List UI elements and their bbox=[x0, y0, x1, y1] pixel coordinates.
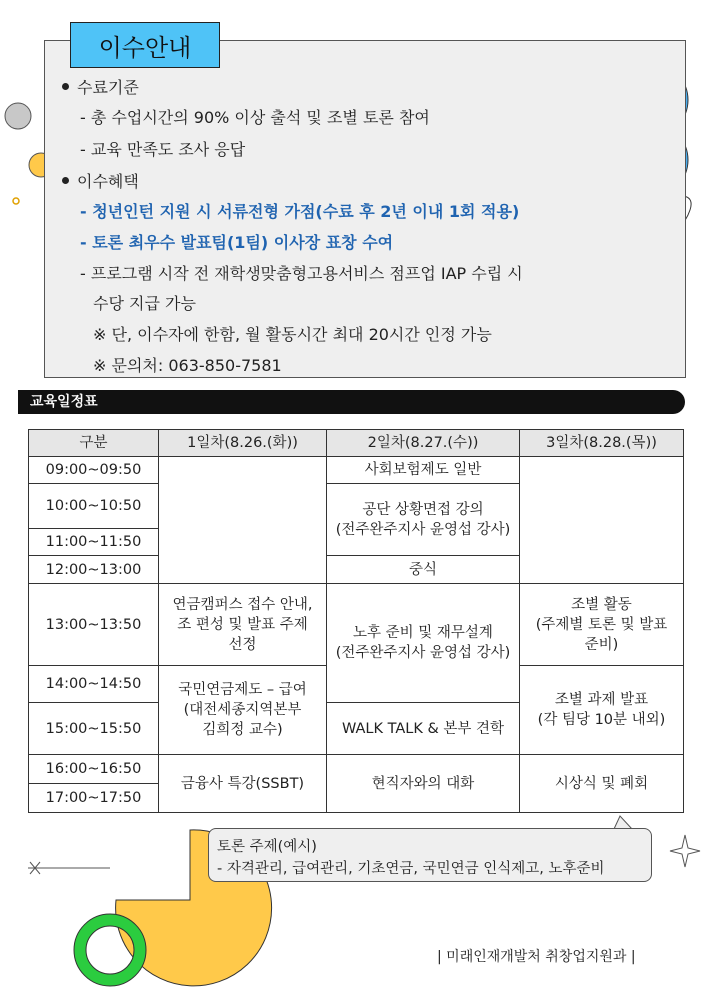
benefit-item-3: - 프로그램 시작 전 재학생맞춤형고용서비스 점프업 IAP 수립 시 bbox=[80, 264, 523, 283]
contact-note: ※ 문의처: 063-850-7581 bbox=[93, 356, 282, 375]
header-cell: 구분 bbox=[29, 430, 159, 457]
schedule-header-bar bbox=[18, 390, 685, 414]
time-cell: 16:00~16:50 bbox=[29, 755, 159, 784]
table-row bbox=[29, 584, 684, 666]
time-cell: 10:00~10:50 bbox=[29, 484, 159, 529]
session-cell: 현직자와의 대화 bbox=[327, 755, 520, 813]
time-cell: 13:00~13:50 bbox=[29, 584, 159, 666]
time-cell: 15:00~15:50 bbox=[29, 703, 159, 755]
time-cell: 17:00~17:50 bbox=[29, 784, 159, 813]
session-cell: 국민연금제도 – 급여 (대전세종지역본부 김희정 교수) bbox=[159, 666, 327, 755]
footer-department: | 미래인재개발처 취창업지원과 | bbox=[437, 949, 636, 965]
lunch-cell: 중식 bbox=[327, 556, 520, 584]
table-row bbox=[29, 457, 684, 484]
header-cell: 1일차(8.26.(화)) bbox=[159, 430, 327, 457]
time-cell: 09:00~09:50 bbox=[29, 457, 159, 484]
benefit-item-1: - 청년인턴 지원 시 서류전형 가점(수료 후 2년 이내 1회 적용) bbox=[80, 202, 520, 221]
table-row bbox=[29, 755, 684, 784]
sparkle-icon bbox=[670, 835, 700, 867]
header-cell: 2일차(8.27.(수)) bbox=[327, 430, 520, 457]
session-cell: 시상식 및 폐회 bbox=[520, 755, 684, 813]
session-cell: 조별 과제 발표 (각 팀당 10분 내외) bbox=[520, 666, 684, 755]
benefit-item-2: - 토론 최우수 발표팀(1팀) 이사장 표창 수여 bbox=[80, 233, 394, 252]
header-cell: 3일차(8.28.(목)) bbox=[520, 430, 684, 457]
criteria-heading: 수료기준 bbox=[62, 78, 139, 98]
session-cell: 노후 준비 및 재무설계 (전주완주지사 윤영섭 강사) bbox=[327, 584, 520, 703]
completion-title: 이수안내 bbox=[70, 22, 220, 68]
benefit-item-3-cont: 수당 지급 가능 bbox=[93, 294, 196, 313]
schedule-table bbox=[28, 429, 684, 813]
note-1: ※ 단, 이수자에 한함, 월 활동시간 최대 20시간 인정 가능 bbox=[93, 325, 492, 344]
time-cell: 11:00~11:50 bbox=[29, 529, 159, 556]
session-cell: WALK TALK & 본부 견학 bbox=[327, 703, 520, 755]
session-cell: 공단 상황면접 강의 (전주완주지사 윤영섭 강사) bbox=[327, 484, 520, 556]
session-cell: 연금캠퍼스 접수 안내, 조 편성 및 발표 주제 선정 bbox=[159, 584, 327, 666]
criteria-item-2: - 교육 만족도 조사 응답 bbox=[80, 140, 246, 159]
session-cell: 조별 활동 (주제별 토론 및 발표 준비) bbox=[520, 584, 684, 666]
topic-title: 토론 주제(예시) bbox=[217, 839, 317, 855]
session-cell: 금융사 특강(SSBT) bbox=[159, 755, 327, 813]
yellow-dot bbox=[13, 198, 19, 204]
empty-cell bbox=[159, 457, 327, 584]
criteria-item-1: - 총 수업시간의 90% 이상 출석 및 조별 토론 참여 bbox=[80, 108, 430, 127]
benefits-heading: 이수혜택 bbox=[62, 172, 139, 192]
time-cell: 12:00~13:00 bbox=[29, 556, 159, 584]
topic-items: - 자격관리, 급여관리, 기초연금, 국민연금 인식제고, 노후준비 bbox=[217, 861, 605, 877]
time-cell: 14:00~14:50 bbox=[29, 666, 159, 703]
empty-cell bbox=[520, 457, 684, 584]
session-cell: 사회보험제도 일반 bbox=[327, 457, 520, 484]
table-header-row bbox=[29, 430, 684, 457]
schedule-title: 교육일정표 bbox=[30, 394, 98, 410]
gray-circle bbox=[5, 103, 31, 129]
topic-bubble bbox=[208, 828, 652, 882]
